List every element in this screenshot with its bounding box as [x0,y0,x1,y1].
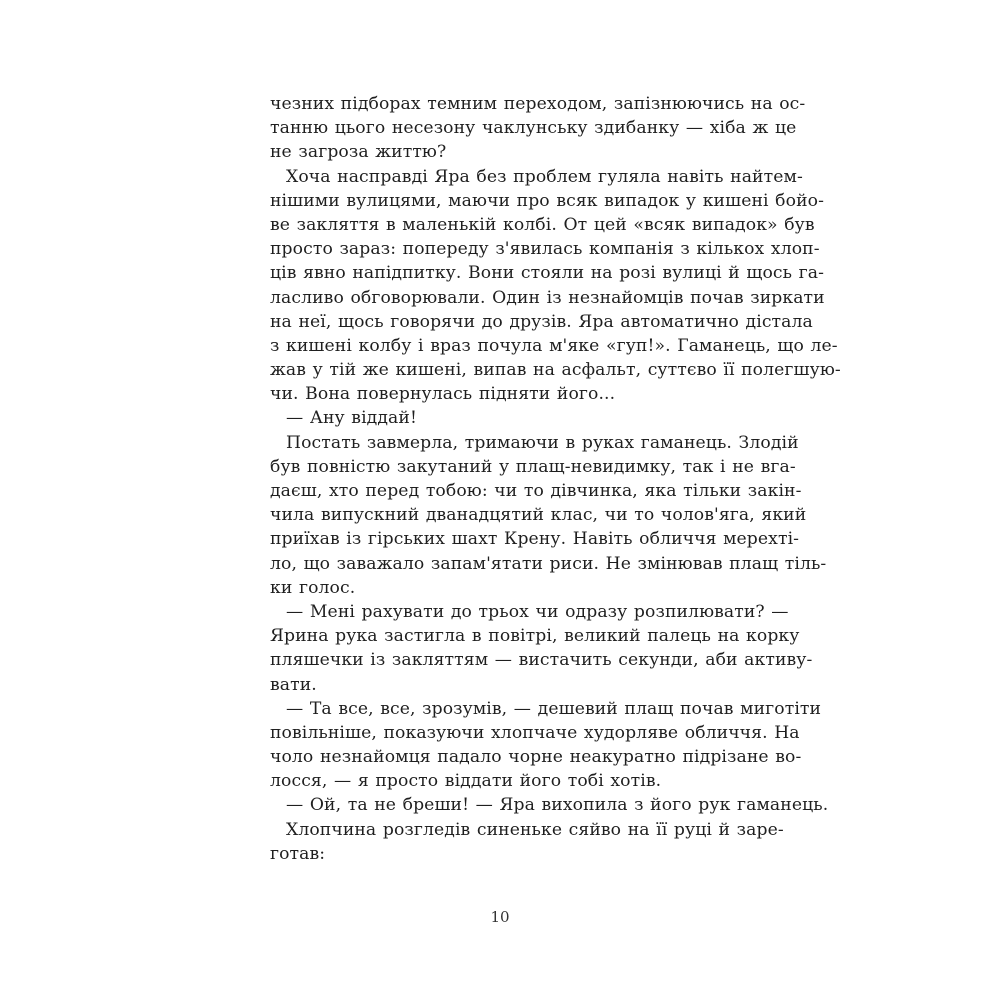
text-line: Хоча насправді Яра без проблем гуляла навіть найтем- [286,166,803,187]
text-line: даєш, хто перед тобою: чи то дівчинка, яка тільки закін- [270,481,802,501]
text-line: вати. [270,674,317,695]
text-line: ло, що заважало запам'ятати риси. Не змінював плащ тіль- [270,553,827,574]
text-line: — Ой, та не бреши! — Яра вихопила з його рук гаманець. [286,795,829,816]
body-text [270,92,841,866]
text-line: чила випускний дванадцятий клас, чи то чолов'яга, який [270,505,807,526]
text-line: ки голос. [270,577,356,598]
text-line: чоло незнайомця падало чорне неакуратно підрізане во- [270,747,802,768]
text-line: чезних підборах темним переходом, запізнюючись на ос- [270,94,806,114]
text-line: Ярина рука застигла в повітрі, великий палець на корку [270,626,800,647]
text-line: був повністю закутаний у плащ-невидимку, так і не вга- [270,456,796,477]
text-line: Хлопчина розгледів синеньке сяйво на її руці й заре- [286,819,784,840]
text-line: лосся, — я просто віддати його тобі хотів. [270,771,662,792]
text-line: приїхав із гірських шахт Крену. Навіть обличчя мерехті- [270,529,800,550]
text-line: Постать завмерла, тримаючи в руках гаманець. Злодій [286,432,799,453]
text-line: не загроза життю? [270,142,447,163]
page-number: 10 [490,908,510,926]
text-line: — Та все, все, зрозумів, — дешевий плащ почав миготіти [286,698,822,719]
text-line: ців явно напідпитку. Вони стояли на розі вулиці й щось га- [270,263,825,284]
text-line: повільніше, показуючи хлопчаче худорляве обличчя. На [270,722,800,743]
text-line: з кишені колбу і враз почула м'яке «гуп!». Гаманець, що ле- [270,335,838,356]
text-line: ве закляття в маленькій колбі. От цей «всяк випадок» був [270,214,815,235]
text-line: готав: [270,843,326,864]
text-line: на неї, щось говорячи до друзів. Яра автоматично дістала [270,311,813,332]
text-line: — Мені рахувати до трьох чи одразу розпилювати? — [286,601,789,622]
text-line: пляшечки із закляттям — вистачить секунди, аби активу- [270,650,813,671]
text-line: нішими вулицями, маючи про всяк випадок у кишені бойо- [270,190,824,211]
text-line: жав у тій же кишені, випав на асфальт, суттєво її полегшую- [270,360,841,381]
text-line: просто зараз: попереду з'явилась компанія з кількох хлоп- [270,239,820,260]
text-line: — Ану віддай! [286,408,417,429]
text-line: ласливо обговорювали. Один із незнайомців почав зиркати [270,287,825,308]
text-line: танню цього несезону чаклунську здибанку — хіба ж це [270,118,797,139]
text-line: чи. Вона повернулась підняти його... [270,384,616,405]
